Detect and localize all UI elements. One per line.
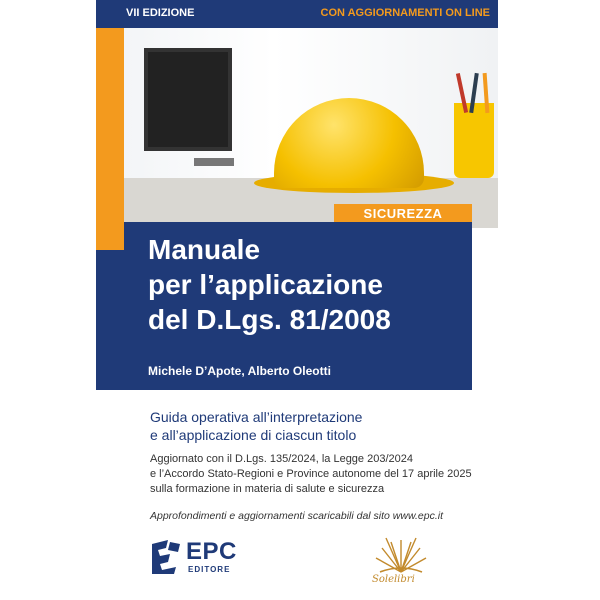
update-line: sulla formazione in materia di salute e sicurezza [150, 483, 385, 495]
book-cover [96, 0, 498, 600]
title-line: per l’applicazione [148, 269, 383, 300]
epc-logo-icon [150, 540, 182, 574]
subtitle-line: Guida operativa all’interpretazione [150, 409, 363, 425]
series-logo [366, 530, 436, 590]
publisher-name: EPC [186, 538, 237, 565]
hard-hat-photo [124, 28, 498, 228]
title-line: Manuale [148, 234, 261, 265]
series-name: Solelibri [372, 574, 415, 585]
sun-books-icon [366, 530, 436, 574]
title-panel-inner [124, 222, 472, 390]
publisher-sub: EDITORE [188, 565, 231, 574]
title-panel [96, 222, 472, 390]
section-tag: SICUREZZA [334, 204, 472, 224]
authors: Michele D’Apote, Alberto Oleotti [148, 364, 331, 378]
edition-label: VII EDIZIONE [126, 7, 195, 19]
title-line: del D.Lgs. 81/2008 [148, 304, 391, 335]
publisher-logo [150, 536, 260, 580]
update-notes [150, 452, 490, 497]
update-line: Aggiornato con il D.Lgs. 135/2024, la Legge 203/2024 [150, 453, 413, 465]
update-line: e l’Accordo Stato-Regioni e Province autonome del 17 aprile 2025 [150, 468, 472, 480]
subtitle [150, 408, 480, 444]
top-bar [96, 0, 498, 28]
monitor-stand [194, 158, 234, 166]
online-updates-label: CON AGGIORNAMENTI ON LINE [320, 7, 490, 19]
monitor-icon [144, 48, 232, 151]
pen-cup-icon [454, 103, 494, 178]
book-title [148, 232, 391, 337]
subtitle-line: e all’applicazione di ciascun titolo [150, 427, 357, 443]
downloads-note: Approfondimenti e aggiornamenti scaricabili dal sito www.epc.it [150, 510, 443, 522]
